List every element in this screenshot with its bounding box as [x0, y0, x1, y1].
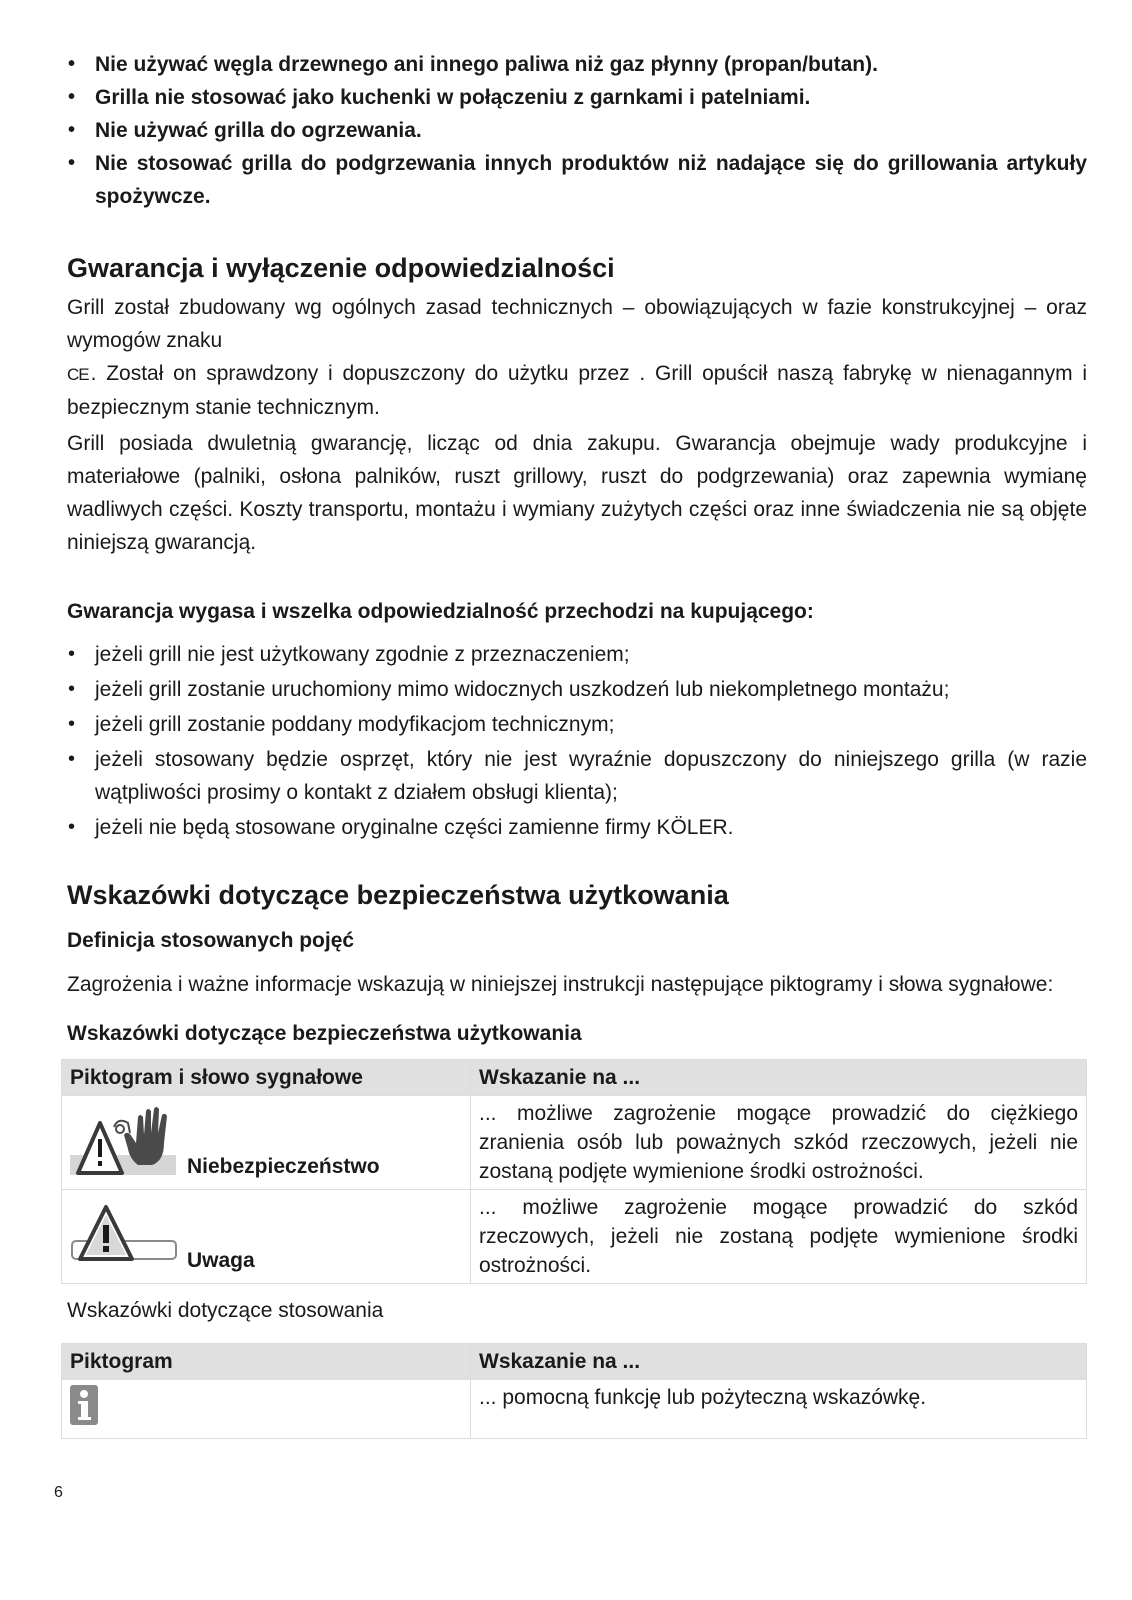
table1-title: Wskazówki dotyczące bezpieczeństwa użytkowania	[67, 1022, 582, 1045]
table-header-row	[62, 1344, 1087, 1380]
info-icon	[70, 1385, 98, 1425]
warning-item: • Nie stosować grilla do podgrzewania innych produktów niż nadające się do grillowania artykuły spożywcze.	[67, 147, 1087, 213]
safety-heading: Wskazówki dotyczące bezpieczeństwa użytkowania	[67, 880, 729, 910]
expiry-list	[67, 638, 1087, 844]
table-header-cell: Wskazanie na ...	[471, 1060, 1087, 1096]
table-header-cell: Piktogram	[62, 1344, 471, 1380]
table2-title: Wskazówki dotyczące stosowania	[67, 1299, 384, 1322]
warning-item: • Nie używać węgla drzewnego ani innego paliwa niż gaz płynny (propan/butan).	[67, 48, 1087, 81]
table-header-cell: Wskazanie na ...	[471, 1344, 1087, 1380]
warranty-paragraph-3: Grill posiada dwuletnią gwarancję, licząc od dnia zakupu. Gwarancja obejmuje wady produkcyjne i materiałowe (palniki, osłona palników, ruszt grillowy, ruszt do podgrzewania) oraz zapewnia wymianę wadliwych części. Koszty transportu, montażu i wymiany zużytych części oraz inne świadczenia nie są objęte niniejszą gwarancją.	[67, 432, 1087, 554]
table-header-row	[62, 1060, 1087, 1096]
page-number: 6	[54, 1484, 63, 1501]
table-row	[62, 1096, 1087, 1190]
warning-item: • Grilla nie stosować jako kuchenki w połączeniu z garnkami i patelniami.	[67, 81, 1087, 114]
signal-words-table	[61, 1059, 1087, 1284]
pictogram-cell	[62, 1096, 471, 1190]
description-cell: ... możliwe zagrożenie mogące prowadzić do ciężkiego zranienia osób lub poważnych szkód rzeczowych, jeżeli nie zostaną podjęte wymienione środki ostrożności.	[471, 1096, 1087, 1190]
manual-page	[67, 48, 1087, 1439]
danger-warning-hand-icon	[70, 1103, 185, 1181]
warranty-heading: Gwarancja i wyłączenie odpowiedzialności	[67, 253, 615, 283]
description-cell: ... możliwe zagrożenie mogące prowadzić do szkód rzeczowych, jeżeli nie zostaną podjęte wymienione środki ostrożności.	[471, 1190, 1087, 1284]
signal-word-danger: Niebezpieczeństwo	[187, 1155, 380, 1178]
warranty-paragraph-2	[67, 357, 1087, 424]
warranty-paragraph-1: Grill został zbudowany wg ogólnych zasad technicznych – obowiązujących w fazie konstrukcyjnej – oraz wymogów znaku	[67, 296, 1087, 352]
warning-item: • Nie używać grilla do ogrzewania.	[67, 114, 1087, 147]
warning-list	[67, 48, 1087, 213]
expiry-item: • jeżeli grill zostanie poddany modyfikacjom technicznym;	[67, 708, 1087, 741]
table-header-cell: Piktogram i słowo sygnałowe	[62, 1060, 471, 1096]
signal-word-caution: Uwaga	[187, 1249, 255, 1272]
pictogram-cell	[62, 1190, 471, 1284]
definition-heading: Definicja stosowanych pojęć	[67, 929, 355, 952]
warranty-paragraph-2-text: . Został on sprawdzony i dopuszczony do użytku przez . Grill opuścił naszą fabrykę w nienagannym i bezpiecznym stanie technicznym.	[67, 362, 1087, 419]
expiry-item: • jeżeli grill zostanie uruchomiony mimo widocznych uszkodzeń lub niekompletnego montażu;	[67, 673, 1087, 706]
safety-intro: Zagrożenia i ważne informacje wskazują w niniejszej instrukcji następujące piktogramy i słowa sygnałowe:	[67, 973, 1054, 996]
expiry-heading: Gwarancja wygasa i wszelka odpowiedzialność przechodzi na kupującego:	[67, 600, 814, 623]
expiry-item: • jeżeli nie będą stosowane oryginalne części zamienne firmy KÖLER.	[67, 811, 1087, 844]
table-row	[62, 1190, 1087, 1284]
ce-mark: CE	[67, 365, 89, 384]
table-row	[62, 1380, 1087, 1439]
caution-warning-icon	[70, 1203, 185, 1273]
pictogram-cell	[62, 1380, 471, 1439]
description-cell: ... pomocną funkcję lub pożyteczną wskazówkę.	[471, 1380, 1087, 1439]
usage-hints-table	[61, 1343, 1087, 1439]
expiry-item: • jeżeli stosowany będzie osprzęt, który nie jest wyraźnie dopuszczony do niniejszego grilla (w razie wątpliwości prosimy o kontakt z działem obsługi klienta);	[67, 743, 1087, 809]
expiry-item: • jeżeli grill nie jest użytkowany zgodnie z przeznaczeniem;	[67, 638, 1087, 671]
